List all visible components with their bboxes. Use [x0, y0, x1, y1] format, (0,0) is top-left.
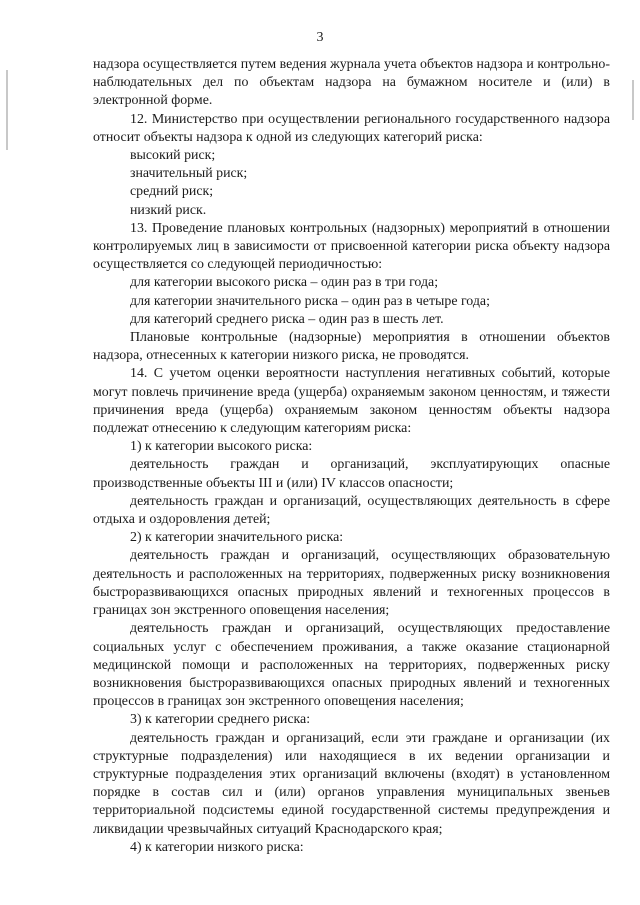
category-significant-activity-1: деятельность граждан и организаций, осуществляющих образовательную деятельность и расположенных на территориях, подверженных риску возникновения быстроразвивающихся опасных природных явлений и техногенных процессов в границах зон экстренного оповещения населения;: [93, 548, 610, 619]
category-heading-low: 4) к категории низкого риска:: [130, 839, 304, 855]
list-item-low-risk: низкий риск.: [130, 202, 207, 218]
list-item-periodicity-significant: для категории значительного риска – один раз в четыре года;: [130, 293, 490, 309]
category-heading-medium: 3) к категории среднего риска:: [130, 712, 311, 728]
left-margin-mark: [6, 70, 8, 150]
list-item-significant-risk: значительный риск;: [130, 166, 248, 182]
right-margin-mark: [632, 80, 634, 120]
document-body: [93, 56, 610, 857]
category-medium-activity-1: деятельность граждан и организаций, если эти граждане и организации (их структурные подразделения) или находящиеся в их ведении организации и структурные подразделения этих организаций включены (входят) в установленном порядке в состав сил и (или) органов управления муниципальных звеньев территориальной подсистемы единой государственной системы предупреждения и ликвидации чрезвычайных ситуаций Краснодарского края;: [93, 730, 610, 837]
category-high-activity-1: деятельность граждан и организаций, эксплуатирующих опасные производственные объекты III и (или) IV классов опасности;: [93, 457, 610, 491]
category-high-activity-2: деятельность граждан и организаций, осуществляющих деятельность в сфере отдыха и оздоровления детей;: [93, 493, 610, 528]
list-item-periodicity-high: для категории высокого риска – один раз в три года;: [130, 275, 439, 291]
paragraph-13: 13. Проведение плановых контрольных (надзорных) мероприятий в отношении контролируемых лиц в зависимости от присвоенной категории риска объекту надзора осуществляется со следующей периодичностью:: [93, 220, 610, 273]
paragraph-low-risk-note: Плановые контрольные (надзорные) мероприятия в отношении объектов надзора, отнесенных к категории низкого риска, не проводятся.: [93, 330, 610, 364]
paragraph-14: 14. С учетом оценки вероятности наступления негативных событий, которые могут повлечь причинение вреда (ущерба) охраняемым законом ценностям, и тяжести причинения вреда (ущерба) охраняемым законом ценностям объекты надзора подлежат отнесению к следующим категориям риска:: [93, 366, 610, 437]
page-number: 3: [316, 30, 324, 45]
paragraph-continuation: надзора осуществляется путем ведения журнала учета объектов надзора и контрольно-наблюдательных дел по объектам надзора на бумажном носителе и (или) в электронной форме.: [93, 57, 610, 109]
paragraph-12: 12. Министерство при осуществлении регионального государственного надзора относит объекты надзора к одной из следующих категорий риска:: [93, 111, 610, 145]
list-item-periodicity-medium: для категорий среднего риска – один раз в шесть лет.: [130, 311, 444, 327]
category-significant-activity-2: деятельность граждан и организаций, осуществляющих предоставление социальных услуг с обеспечением проживания, а также оказание стационарной медицинской помощи и расположенных на территориях, подверженных риску возникновения быстроразвивающихся опасных природных явлений и техногенных процессов в границах зон экстренного оповещения населения;: [93, 621, 610, 710]
list-item-medium-risk: средний риск;: [130, 184, 214, 200]
category-heading-significant: 2) к категории значительного риска:: [130, 530, 344, 546]
category-heading-high: 1) к категории высокого риска:: [130, 439, 313, 455]
list-item-high-risk: высокий риск;: [130, 148, 216, 164]
